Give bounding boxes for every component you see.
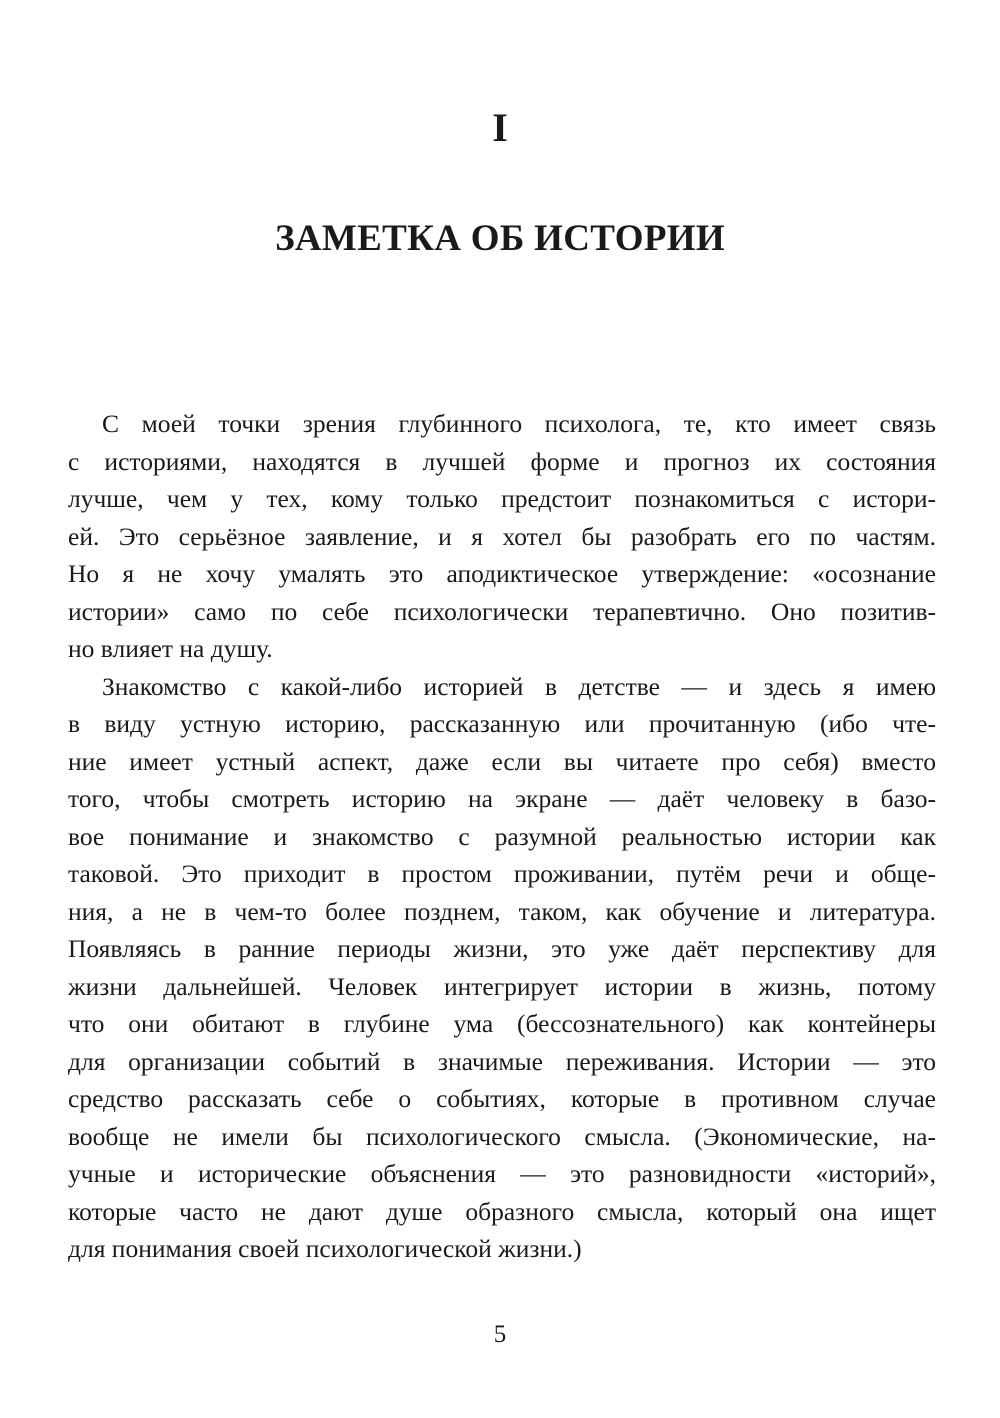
text-line: с историями, находятся в лучшей форме и прогноз их состояния xyxy=(68,446,936,476)
text-line: но влияет на душу. xyxy=(68,634,273,663)
paragraph-2 xyxy=(68,668,936,1268)
text-line: лучше, чем у тех, кому только предстоит познакомиться с истори- xyxy=(68,484,936,513)
text-line: в виду устную историю, рассказанную или прочитанную (ибо чте- xyxy=(68,709,936,738)
text-line: для понимания своей психологической жизни.) xyxy=(68,1234,582,1263)
text-line: жизни дальнейшей. Человек интегрирует истории в жизнь, потому xyxy=(68,971,936,1001)
text-line: таковой. Это приходит в простом проживании, путём речи и обще- xyxy=(68,859,936,888)
chapter-number: I xyxy=(492,105,508,150)
text-line: ния, а не в чем-то более позднем, таком, как обучение и литература. xyxy=(68,896,936,926)
text-line: Появляясь в ранние периоды жизни, это уже даёт перспективу для xyxy=(68,934,936,963)
text-line: вое понимание и знакомство с разумной реальностью истории как xyxy=(68,821,936,851)
body-text xyxy=(68,405,936,1268)
text-line: ние имеет устный аспект, даже если вы читаете про себя) вместо xyxy=(68,746,936,776)
text-line: истории» само по себе психологически терапевтично. Оно позитив- xyxy=(68,596,936,626)
text-line: того, чтобы смотреть историю на экране — даёт человеку в базо- xyxy=(68,784,936,813)
text-line: Но я не хочу умалять это аподиктическое утверждение: «осознание xyxy=(68,559,936,588)
page-number: 5 xyxy=(493,1321,507,1348)
chapter-title: ЗАМЕТКА ОБ ИСТОРИИ xyxy=(275,218,725,259)
text-line: С моей точки зрения глубинного психолога, те, кто имеет связь xyxy=(102,409,936,438)
text-line: для организации событий в значимые переживания. Истории — это xyxy=(68,1046,936,1076)
text-line: средство рассказать себе о событиях, которые в противном случае xyxy=(68,1084,936,1113)
text-line: которые часто не дают душе образного смысла, который она ищет xyxy=(68,1196,936,1226)
text-line: ей. Это серьёзное заявление, и я хотел бы разобрать его по частям. xyxy=(68,521,936,551)
text-line: учные и исторические объяснения — это разновидности «историй», xyxy=(68,1159,936,1188)
text-line: Знакомство с какой-либо историей в детстве — и здесь я имею xyxy=(102,671,936,701)
text-line: вообще не имели бы психологического смысла. (Экономические, на- xyxy=(68,1121,936,1151)
text-line: что они обитают в глубине ума (бессознательного) как контейнеры xyxy=(68,1009,936,1038)
paragraph-1 xyxy=(68,405,936,668)
